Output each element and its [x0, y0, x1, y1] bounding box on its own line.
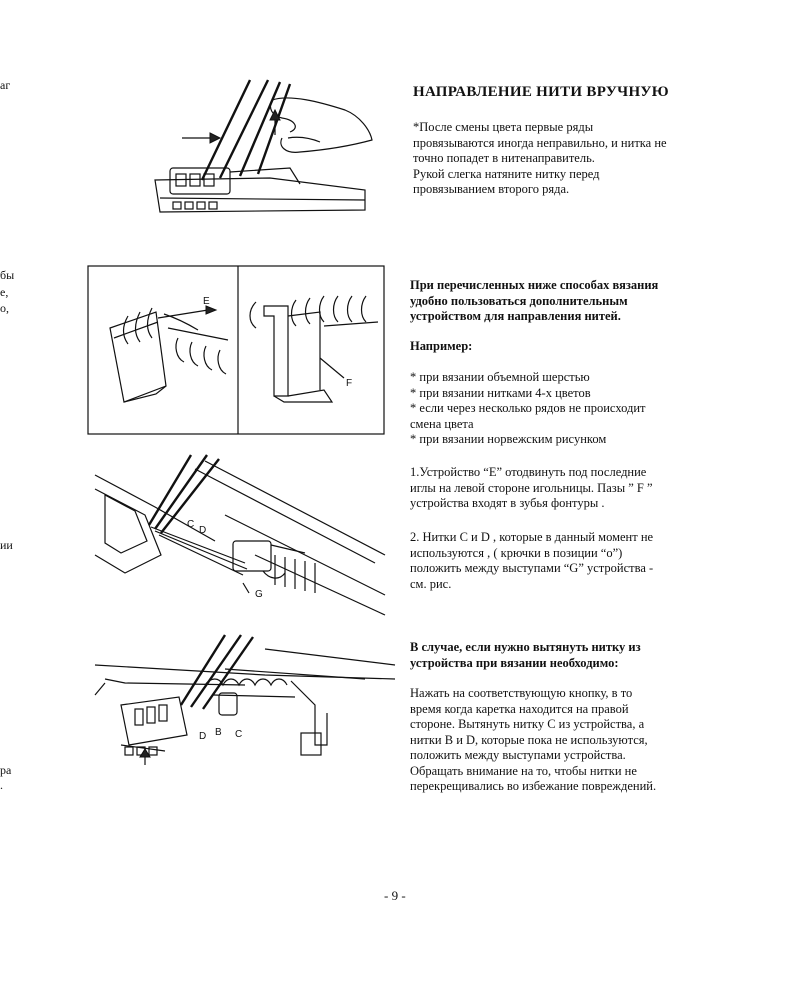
text-line: 1.Устройство “E” отодвинуть под последние	[410, 465, 647, 479]
text-line: см. рис.	[410, 576, 452, 591]
list-item: * при вязании нитками 4-х цветов	[410, 385, 591, 400]
paragraph-step-2	[410, 530, 653, 592]
text-line: нитки B и D, которые пока не используются,	[410, 732, 648, 747]
label-b: B	[215, 727, 222, 738]
text-line: иглы на левой стороне игольницы. Пазы ” F ”	[410, 480, 653, 495]
label-d: D	[199, 731, 207, 742]
example-list	[410, 370, 646, 448]
text-line: удобно пользоваться дополнительным	[410, 293, 628, 308]
list-item: * при вязании объемной шерстью	[410, 370, 590, 384]
text-line: провязываются иногда неправильно, и нитка не	[413, 135, 667, 150]
paragraph-pull-instructions	[410, 686, 656, 795]
text-line: точно попадет в нитенаправитель.	[413, 151, 595, 165]
margin-fragment: ра	[0, 763, 12, 777]
page-number: - 9 -	[384, 888, 406, 903]
section-title: НАПРАВЛЕНИЕ НИТИ ВРУЧНУЮ	[413, 84, 669, 100]
text-line: положить между выступами устройства.	[410, 748, 626, 762]
text-line: устройства при вязании необходимо:	[410, 655, 619, 670]
text-line: Рукой слегка натяните нитку перед	[413, 166, 600, 181]
text-line: 2. Нитки C и D , которые в данный момент не	[410, 530, 654, 544]
text-line: провязыванием второго ряда.	[413, 182, 570, 196]
list-item: смена цвета	[410, 416, 474, 431]
figure-thread-guide-device	[88, 266, 384, 434]
paragraph-device-intro	[410, 278, 658, 325]
text-line: Обращать внимание на то, чтобы нитки не	[410, 763, 637, 778]
paragraph-pull-heading	[410, 640, 641, 671]
figure-hand-threading	[150, 80, 380, 230]
text-line: Нажать на соответствующую кнопку, в то	[410, 686, 633, 700]
list-item: * при вязании норвежским рисунком	[410, 432, 607, 446]
paragraph-step-1	[410, 465, 653, 512]
label-d: D	[199, 525, 207, 536]
margin-fragment: о,	[0, 301, 9, 315]
text-line: перекрещивались во избежание повреждений.	[410, 779, 657, 793]
text-line: время когда каретка находится на правой	[410, 701, 629, 716]
text-line: В случае, если нужно вытянуть нитку из	[410, 640, 641, 654]
margin-fragment: е,	[0, 285, 9, 299]
text-line: стороне. Вытянуть нитку C из устройства, а	[410, 717, 645, 731]
margin-fragment: бы	[0, 268, 15, 282]
margin-fragment: ии	[0, 538, 13, 552]
figure-threads-cd-in-g	[95, 455, 385, 615]
list-item: * если через несколько рядов не происходит	[410, 401, 646, 415]
paragraph-manual-threading	[413, 120, 667, 198]
margin-fragment: аг	[0, 78, 11, 92]
label-c: C	[187, 519, 195, 530]
label-f: F	[346, 378, 353, 389]
text-line: используются , ( крючки в позиции “o”)	[410, 545, 623, 560]
label-c: C	[235, 729, 243, 740]
text-line: При перечисленных ниже способах вязания	[410, 278, 659, 292]
figure-pull-thread	[95, 635, 395, 775]
example-label: Например:	[410, 339, 473, 353]
margin-fragment: .	[0, 778, 3, 792]
text-line: устройства входят в зубья фонтуры .	[410, 496, 605, 510]
text-line: положить между выступами “G” устройства -	[410, 561, 654, 575]
label-e: E	[203, 296, 210, 307]
text-line: устройством для направления нитей.	[410, 309, 621, 323]
label-g: G	[255, 589, 263, 600]
text-line: *После смены цвета первые ряды	[413, 120, 594, 134]
